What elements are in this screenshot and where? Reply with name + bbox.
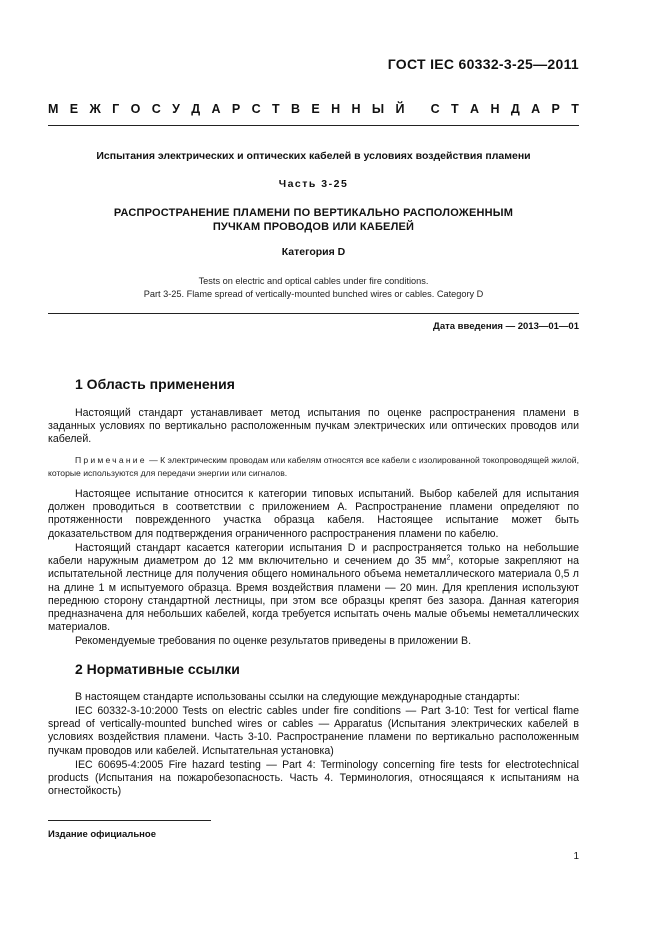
banner-letter: С [251, 102, 261, 116]
banner-letter: Ж [89, 102, 101, 116]
section1-paragraph2: Настоящее испытание относится к категории типовых испытаний. Выбор кабелей для испытания должен проводиться в соответствии с приложением А. Распространение пламени определяют по протяженности поврежденного участка образца кабеля. Настоящее испытание может быть доказательством для подтверждения ограниченного распространения пламени по кабелю. [48, 488, 579, 540]
header-rule [48, 125, 579, 126]
title-english-line1: Tests on electric and optical cables under fire conditions. [198, 276, 429, 286]
banner-letter: А [211, 102, 221, 116]
title-big [48, 206, 579, 234]
title-category: Категория D [281, 246, 346, 258]
paragraph3-superscript: 2 [446, 554, 451, 562]
banner-letter: Е [311, 102, 320, 116]
banner-letter: Р [551, 102, 560, 116]
banner-letter: Т [451, 102, 459, 116]
section1-paragraph1: Настоящий стандарт устанавливает метод испытания по оценке распространения пламени в заданных условиях по вертикально расположенным пучкам электрических или оптических проводов или кабелей. [48, 407, 579, 446]
note-text: — К электрическим проводам или кабелям относятся все кабели с изолированной токопроводящей жилой, которые используются для передачи энергии или сигналов. [48, 455, 579, 478]
introduction-date: Дата введения — 2013—01—01 [433, 321, 579, 332]
banner-letter [416, 102, 419, 116]
section2-paragraph1: В настоящем стандарте использованы ссылки на следующие международные стандарты: [75, 691, 520, 703]
banner-letter: Н [490, 102, 500, 116]
banner-letter: М [48, 102, 59, 116]
official-edition-label: Издание официальное [48, 829, 156, 840]
banner-letter: Ы [371, 102, 385, 116]
note-label: Примечание [75, 455, 147, 465]
banner-letter: Т [571, 102, 579, 116]
banner-letter: Г [112, 102, 120, 116]
section1-paragraph3 [48, 542, 579, 634]
document-code: ГОСТ IEC 60332-3-25—2011 [387, 56, 579, 72]
paragraph3-part-b: , которые закрепляют на испытательной лестнице для получения общего номинального объема неметаллического материала 0,5 л на длине 1 м испытуемого образца. Время воздействия пламени — 20 мин. Для крепления используют переднюю сторону стандартной лестницы, при этом все образцы крепят без зазора. Данная категория предназначена для небольших кабелей, когда требуется испытать очень малые объемы неметаллических материалов. [48, 555, 579, 634]
paragraph3-part-a: Настоящий стандарт касается категории испытания D и распространяется только на небольшие кабели наружным диаметром до 12 мм включительно и сечением до 35 мм [48, 542, 579, 568]
banner-letter: Н [331, 102, 341, 116]
reference-iec-60695-4: IEC 60695-4:2005 Fire hazard testing — Part 4: Terminology concerning fire tests for electrotechnical products (Испытания на пожаробезопасность. Часть 4. Терминология, относящаяся к испытаниям на огнестойкость) [48, 759, 579, 798]
banner-letter: Т [271, 102, 280, 116]
banner-letter: Е [69, 102, 79, 116]
section1-note [48, 454, 579, 480]
banner-letter: Й [395, 102, 405, 116]
banner-letter: У [172, 102, 180, 116]
title-rule [48, 313, 579, 314]
section1-heading: 1 Область применения [75, 376, 235, 392]
banner-letter: Р [231, 102, 241, 116]
banner-letter: Д [510, 102, 520, 116]
banner-letter: С [151, 102, 161, 116]
footer-rule [48, 820, 211, 821]
banner-letter: О [130, 102, 141, 116]
title-english-line2: Part 3-25. Flame spread of vertically-mounted bunched wires or cables. Category D [143, 289, 484, 299]
section1-paragraph4: Рекомендуемые требования по оценке результатов приведены в приложении В. [75, 635, 472, 647]
section2-heading: 2 Нормативные ссылки [75, 661, 240, 677]
interstate-standard-banner [48, 102, 579, 116]
title-main: Испытания электрических и оптических кабелей в условиях воздействия пламени [96, 150, 531, 162]
banner-letter: С [430, 102, 440, 116]
title-part: Часть 3-25 [278, 178, 349, 190]
banner-letter: Д [191, 102, 201, 116]
banner-letter: А [531, 102, 541, 116]
banner-letter: Н [351, 102, 361, 116]
title-big-line1: РАСПРОСТРАНЕНИЕ ПЛАМЕНИ ПО ВЕРТИКАЛЬНО РАСПОЛОЖЕННЫМ [113, 207, 514, 219]
title-english [48, 275, 579, 301]
title-big-line2: ПУЧКАМ ПРОВОДОВ ИЛИ КАБЕЛЕЙ [212, 221, 415, 233]
banner-letter: В [290, 102, 301, 116]
reference-iec-60332-3-10: IEC 60332-3-10:2000 Tests on electric cables under fire conditions — Part 3-10: Test for vertical flame spread of vertically-mounted bunched wires or cables — Apparatus (Испытания электрических кабелей в условиях воздействия пламени. Часть 3-10. Распространение пламени по вертикально расположенным пучкам проводов или кабелей. Испытательная установка) [48, 705, 579, 757]
page-number: 1 [573, 851, 579, 862]
banner-letter: А [470, 102, 480, 116]
